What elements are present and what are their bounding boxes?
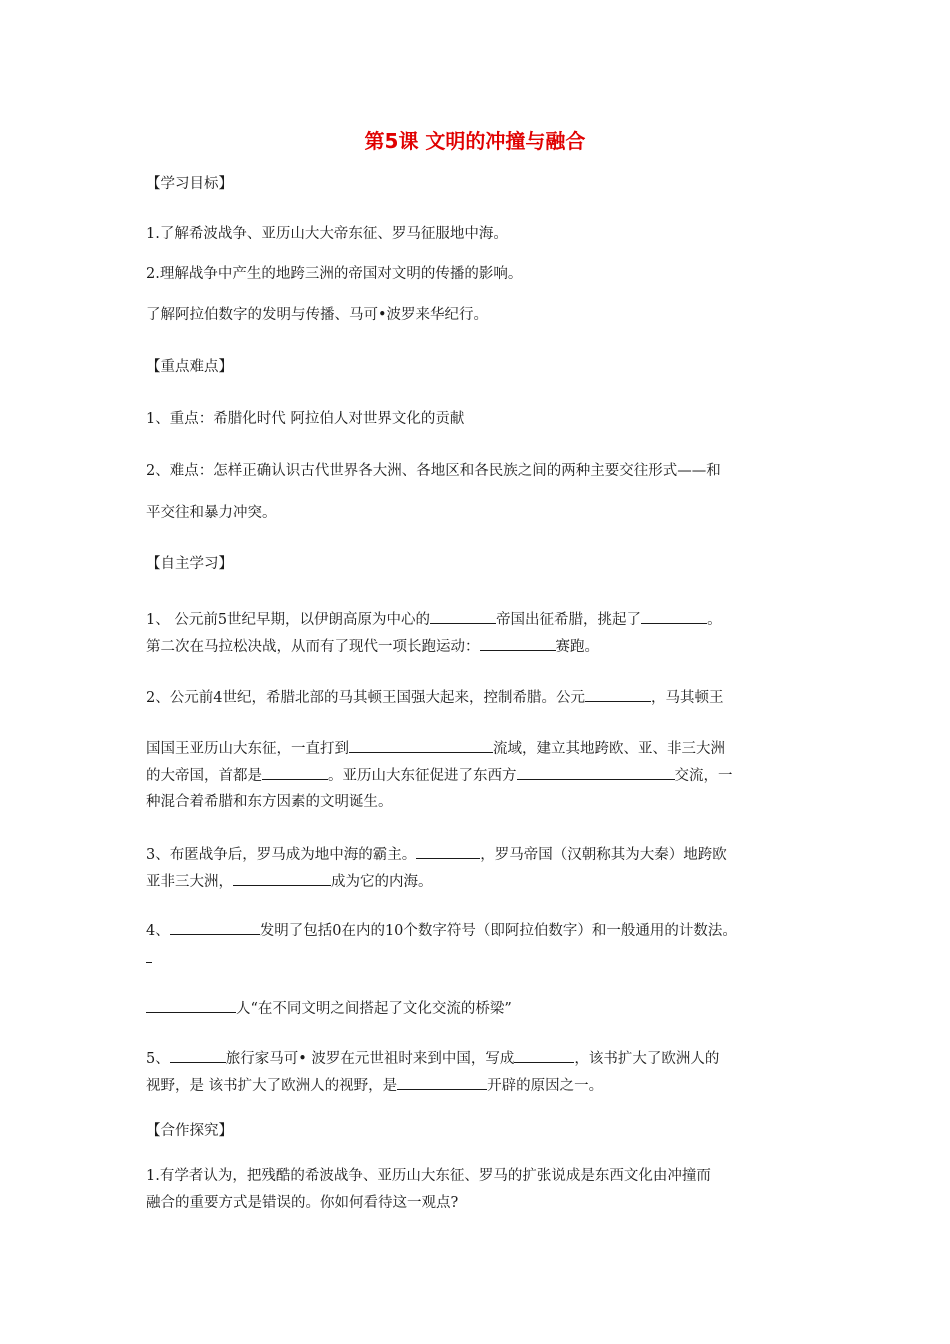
fill-blank[interactable] [397, 1074, 487, 1090]
text: ，罗马帝国（汉朝称其为大秦）地跨欧 [480, 847, 727, 863]
question-2-line2 [146, 737, 725, 759]
text: 2、公元前4世纪，希腊北部的马其顿王国强大起来，控制希腊。公元 [146, 690, 585, 706]
fill-blank[interactable] [170, 1047, 226, 1063]
fill-blank[interactable] [430, 608, 496, 624]
fill-blank[interactable] [641, 608, 707, 624]
question-2-line1 [146, 686, 723, 708]
text: 旅行家马可• 波罗在元世祖时来到中国，写成 [225, 1051, 515, 1067]
text: 的大帝国，首都是 [146, 768, 262, 784]
text: 。亚历山大东征促进了东西方 [328, 768, 517, 784]
text: ，该书扩大了欧洲人的 [574, 1051, 720, 1067]
stray-underscore [146, 947, 152, 969]
question-1-line2 [146, 635, 599, 657]
text: 1、 公元前5世纪早期，以伊朗高原为中心的 [146, 612, 431, 628]
cooperation-question-1-line2: 融合的重要方式是错误的。你如何看待这一观点? [146, 1195, 459, 1211]
question-4-line2 [146, 997, 512, 1019]
text: 开辟的原因之一。 [487, 1078, 604, 1094]
text: 5、 [146, 1051, 170, 1067]
section-heading-goals: 【学习目标】 [146, 176, 233, 192]
text: 亚非三大洲， [146, 874, 233, 890]
section-heading-cooperation: 【合作探究】 [146, 1123, 233, 1139]
fill-blank[interactable] [480, 635, 556, 651]
text: 成为它的内海。 [331, 874, 433, 890]
text: 流域，建立其地跨欧、亚、非三大洲 [493, 741, 725, 757]
fill-blank[interactable] [146, 997, 236, 1013]
question-3-line2 [146, 870, 433, 892]
fill-blank[interactable] [170, 919, 260, 935]
section-heading-self-study: 【自主学习】 [146, 556, 233, 572]
text: 视野，是 该书扩大了欧洲人的视野，是 [146, 1078, 398, 1094]
text: ，马其顿王 [650, 690, 724, 706]
question-5-line1 [146, 1047, 719, 1069]
goal-item-1: 1.了解希波战争、亚历山大大帝东征、罗马征服地中海。 [146, 226, 508, 242]
cooperation-question-1-line1: 1.有学者认为，把残酷的希波战争、亚历山大东征、罗马的扩张说成是东西文化由冲撞而 [146, 1168, 711, 1184]
fill-blank[interactable] [517, 764, 675, 780]
question-4-line1 [146, 919, 737, 941]
text: 第二次在马拉松决战，从而有了现代一项长跑运动： [146, 639, 480, 655]
text: 国国王亚历山大东征，一直打到 [146, 741, 349, 757]
fill-blank[interactable] [514, 1047, 574, 1063]
text: 3、布匿战争后，罗马成为地中海的霸主。 [146, 847, 417, 863]
fill-blank[interactable] [349, 737, 493, 753]
fill-blank[interactable] [585, 686, 651, 702]
keypoint-item-2-line1: 2、难点：怎样正确认识古代世界各大洲、各地区和各民族之间的两种主要交往形式——和 [146, 463, 721, 479]
text: 。 [707, 612, 722, 628]
fill-blank[interactable] [262, 764, 328, 780]
fill-blank[interactable] [233, 870, 331, 886]
question-2-line4: 种混合着希腊和东方因素的文明诞生。 [146, 794, 393, 810]
fill-blank [146, 947, 152, 963]
goal-item-2: 2.理解战争中产生的地跨三洲的帝国对文明的传播的影响。 [146, 266, 523, 282]
question-3-line1 [146, 843, 727, 865]
text: 帝国出征希腊，挑起了 [496, 612, 642, 628]
section-heading-keypoints: 【重点难点】 [146, 359, 233, 375]
fill-blank[interactable] [416, 843, 480, 859]
question-5-line2 [146, 1074, 603, 1096]
question-2-line3 [146, 764, 733, 786]
text: 交流，一 [674, 768, 733, 784]
page-title: 第5课 文明的冲撞与融合 [364, 129, 586, 153]
question-1-line1 [146, 608, 722, 630]
keypoint-item-2-line2: 平交往和暴力冲突。 [146, 505, 277, 521]
text: 人“在不同文明之间搭起了文化交流的桥梁” [236, 1001, 512, 1017]
text: 发明了包括0在内的10个数字符号（即阿拉伯数字）和一般通用的计数法。 [259, 923, 737, 939]
text: 赛跑。 [555, 639, 599, 655]
goal-item-3: 了解阿拉伯数字的发明与传播、马可•波罗来华纪行。 [146, 307, 489, 323]
keypoint-item-1: 1、重点：希腊化时代 阿拉伯人对世界文化的贡献 [146, 411, 465, 427]
text: 4、 [146, 923, 170, 939]
